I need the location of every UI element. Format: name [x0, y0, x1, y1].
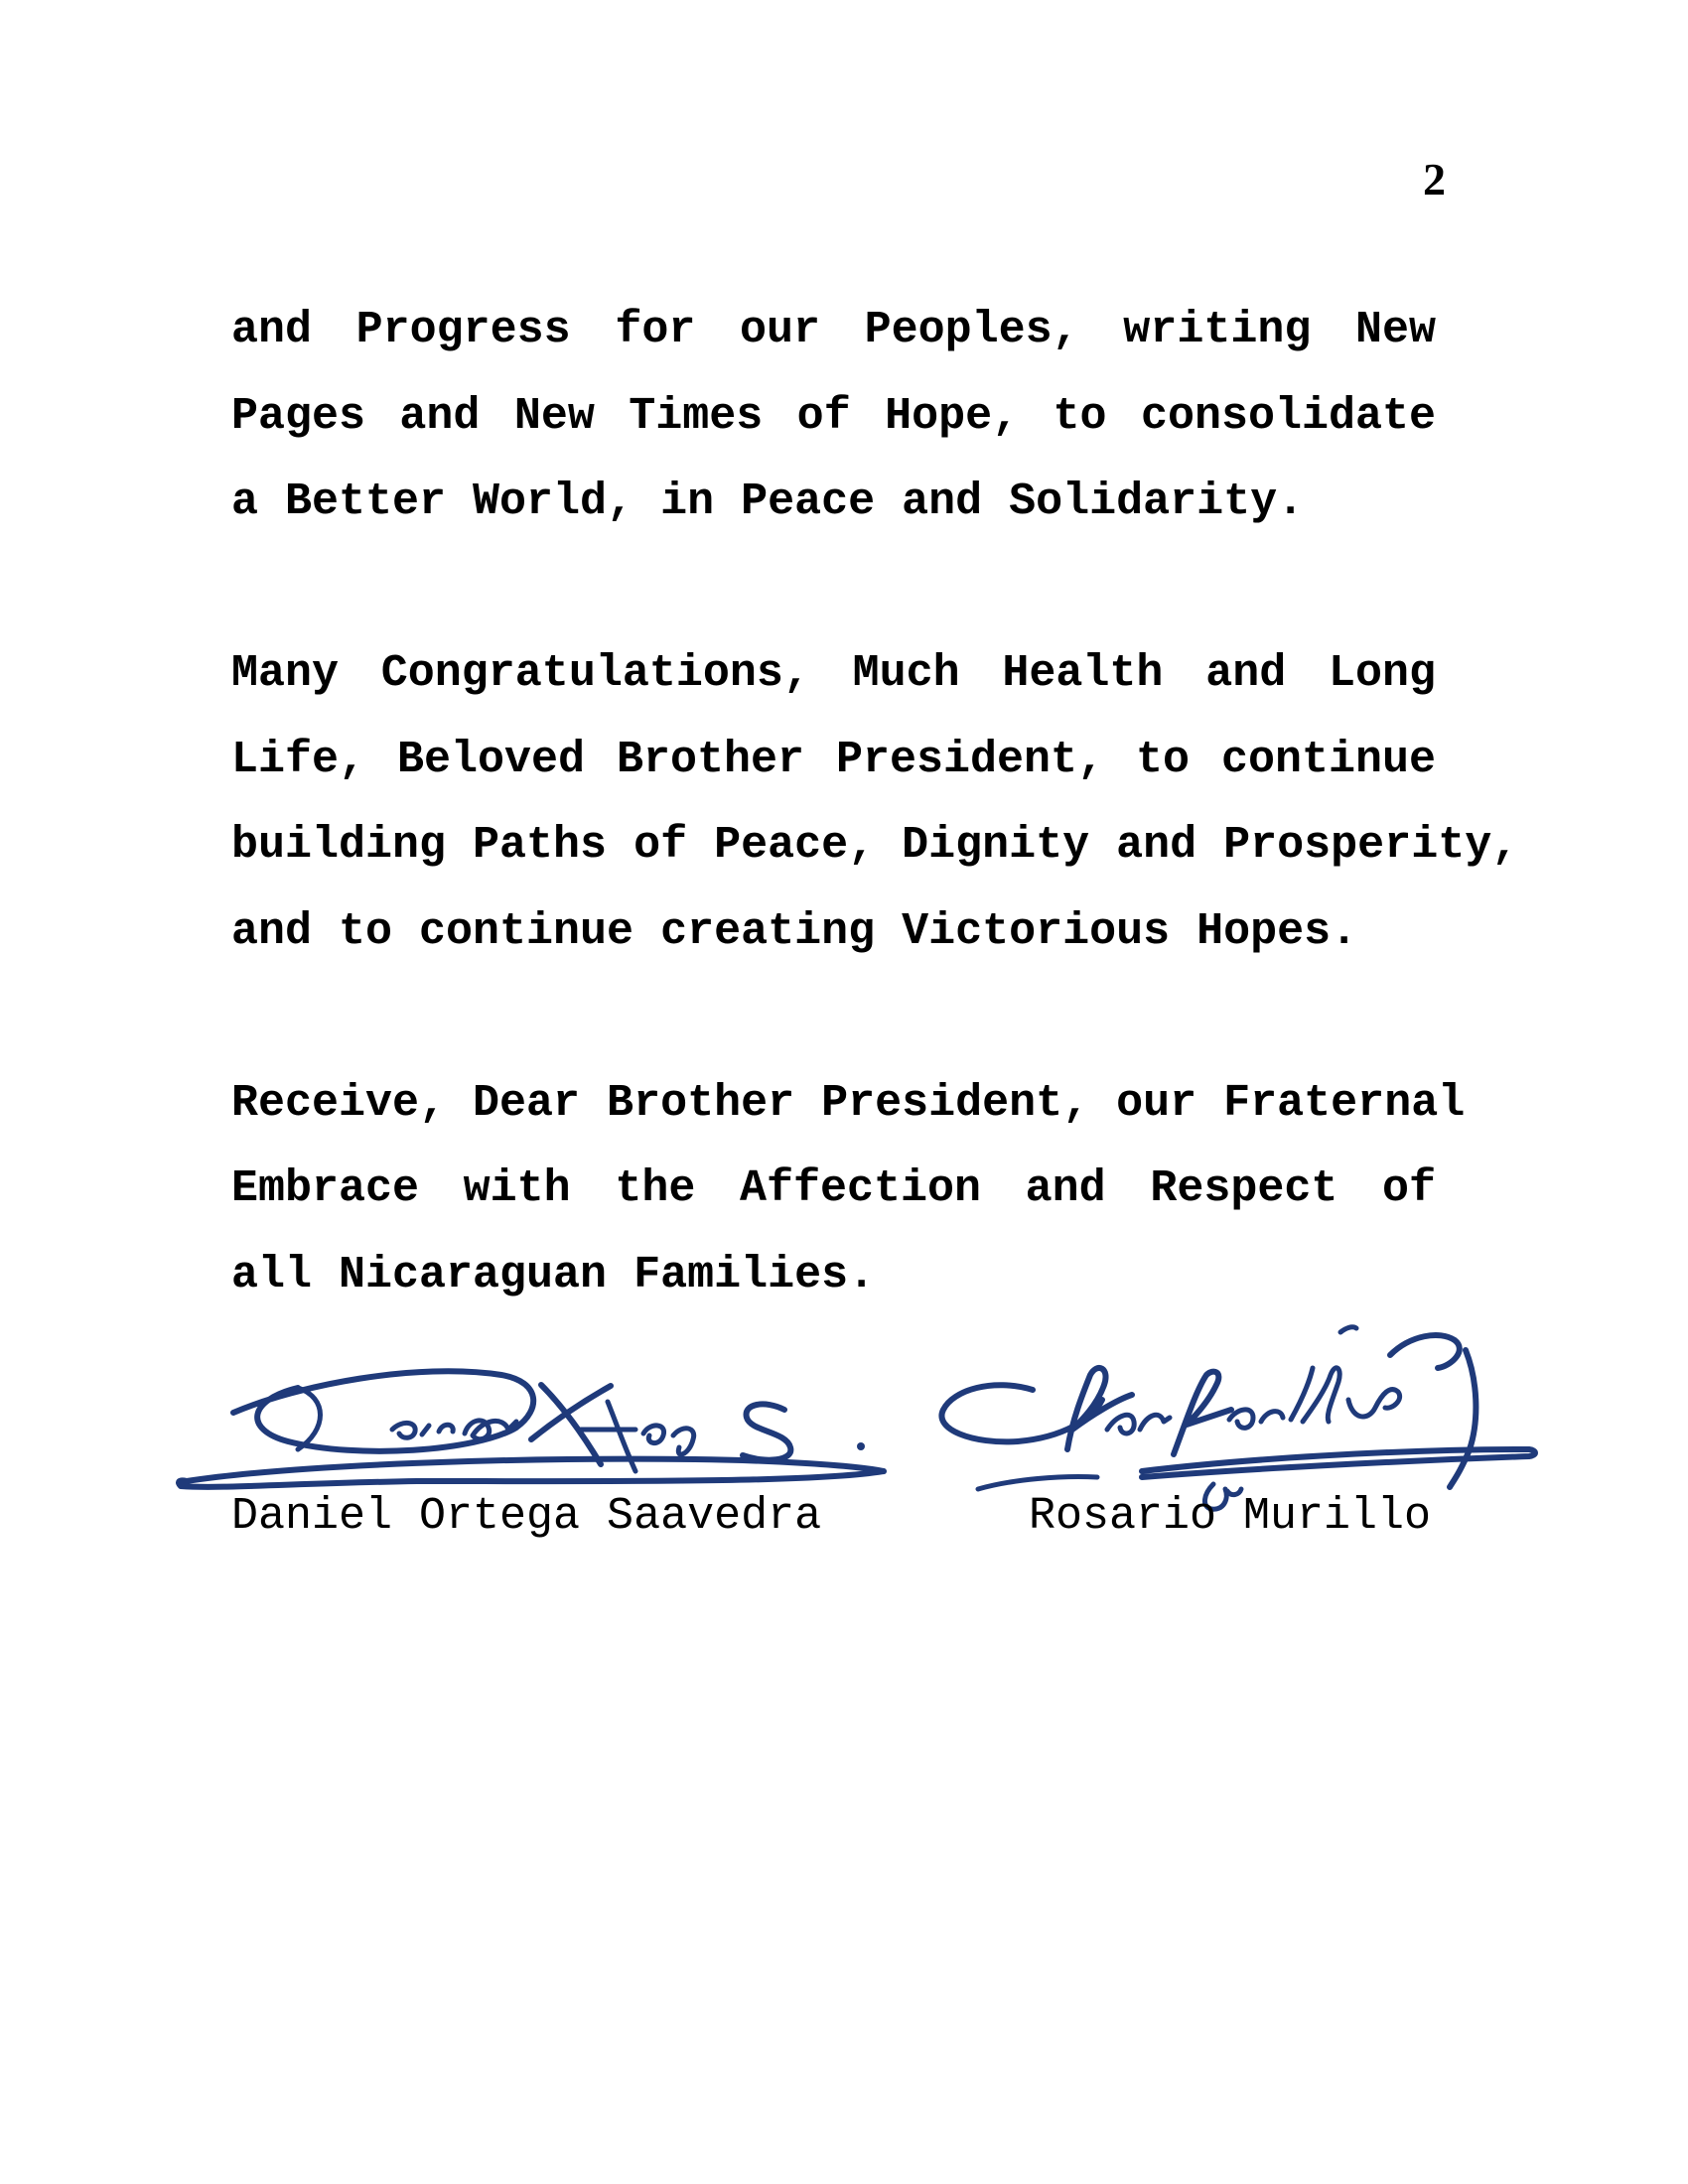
text-line: and Progress for our Peoples, writing New: [231, 305, 1436, 355]
signatory-name-right: Rosario Murillo: [1029, 1491, 1432, 1542]
text-line: Pages and New Times of Hope, to consolidate: [231, 390, 1436, 442]
paragraph-spacer: [231, 546, 1436, 632]
text-line: all Nicaraguan Families.: [231, 1249, 876, 1300]
paragraph-spacer: [231, 975, 1436, 1061]
text-line: a Better World, in Peace and Solidarity.: [231, 477, 1305, 527]
letter-body: [231, 288, 1519, 1318]
paragraph-3: [231, 1061, 1466, 1319]
paragraph-1: [231, 288, 1436, 546]
page-number: 2: [1423, 154, 1446, 205]
paragraph-2: [231, 631, 1519, 975]
text-line: Life, Beloved Brother President, to continue: [231, 734, 1436, 785]
signature-left-handwriting: [179, 1371, 884, 1487]
text-line: Many Congratulations, Much Health and Long: [231, 648, 1436, 699]
text-line: and to continue creating Victorious Hopes.: [231, 905, 1358, 957]
text-line: building Paths of Peace, Dignity and Prosperity,: [231, 820, 1519, 871]
signature-right-handwriting: [941, 1327, 1535, 1509]
signatory-name-left: Daniel Ortega Saavedra: [231, 1491, 822, 1542]
text-line: Receive, Dear Brother President, our Fraternal: [231, 1077, 1466, 1129]
text-line: Embrace with the Affection and Respect of: [231, 1163, 1436, 1214]
